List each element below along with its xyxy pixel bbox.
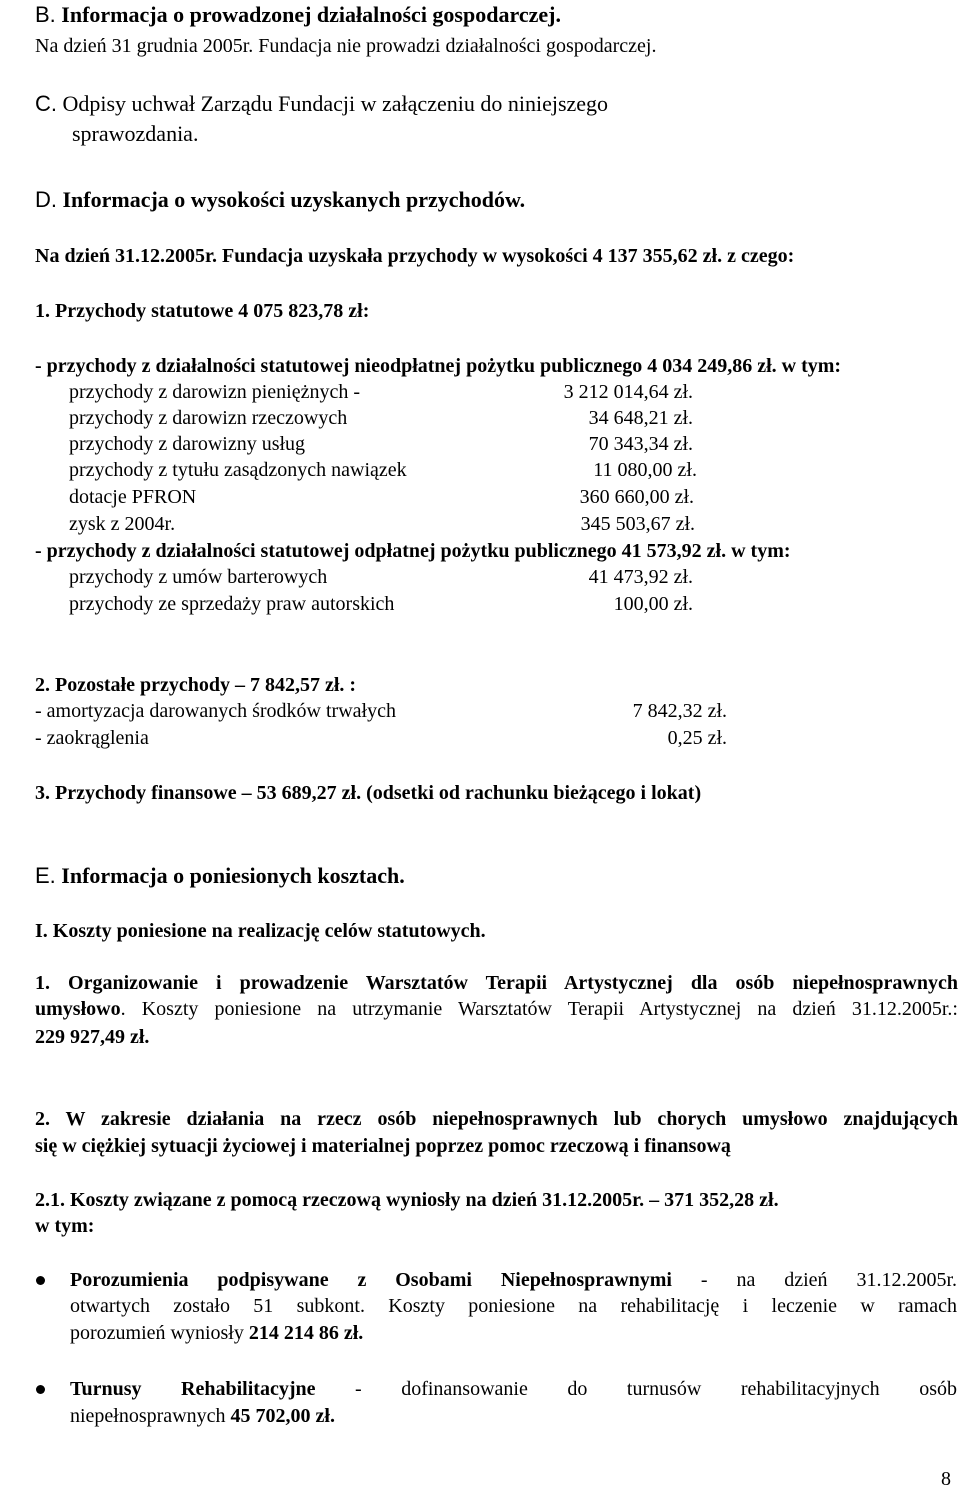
bullet2-line1: [70, 1376, 957, 1403]
statutory-revenue-title: 1. Przychody statutowe 4 075 823,78 zł:: [35, 300, 370, 322]
workshops-paragraph-line2: [35, 996, 958, 1023]
bullet2-line2-text: niepełnosprawnych: [70, 1405, 231, 1427]
unpaid-item-label: przychody z darowizn rzeczowych: [69, 407, 348, 429]
section-e-heading: [35, 862, 405, 889]
unpaid-item-label: przychody z tytułu zasądzonych nawiązek: [69, 459, 407, 481]
statutory-costs-title: I. Koszty poniesione na realizację celów statutowych.: [35, 920, 486, 942]
other-item-label: - amortyzacja darowanych środków trwałych: [35, 700, 396, 722]
unpaid-item-amount: 34 648,21 zł.: [588, 407, 693, 429]
unpaid-item-amount: 3 212 014,64 zł.: [563, 381, 693, 403]
section-b-letter: B.: [35, 2, 56, 27]
paid-item-label: przychody z umów barterowych: [69, 566, 328, 588]
unpaid-item-amount: 345 503,67 zł.: [580, 513, 695, 535]
section-c-title-line2: sprawozdania.: [72, 121, 199, 146]
bullet1-bold: Porozumienia podpisywane z Osobami Niepełnosprawnymi: [70, 1269, 672, 1291]
unpaid-item-label: przychody z darowizn pieniężnych -: [69, 381, 360, 403]
bullet1-line3-text: porozumień wyniosły: [70, 1322, 249, 1344]
section-e-letter: E.: [35, 863, 56, 888]
other-item-amount: 0,25 zł.: [667, 727, 727, 749]
section-c-letter: C.: [35, 91, 57, 116]
bullet2-line2-amount: 45 702,00 zł.: [230, 1405, 335, 1427]
paid-item-label: przychody ze sprzedaży praw autorskich: [69, 593, 395, 615]
other-item-label: - zaokrąglenia: [35, 727, 149, 749]
section-c-title-line1: Odpisy uchwał Zarządu Fundacji w załączeniu do niniejszego: [62, 91, 609, 116]
paid-item-amount: 41 473,92 zł.: [588, 566, 693, 588]
bullet1-line2: otwartych zostało 51 subkont. Koszty poniesione na rehabilitację i leczenie w ramach: [70, 1295, 957, 1317]
section-d-letter: D.: [35, 187, 57, 212]
bullet2-bold: Turnusy Rehabilitacyjne: [70, 1378, 316, 1400]
aid-paragraph-line1: 2. W zakresie działania na rzecz osób niepełnosprawnych lub chorych umysłowo znajdujących: [35, 1108, 958, 1130]
bullet1-rest: - na dzień 31.12.2005r.: [671, 1269, 957, 1291]
material-aid-costs: 2.1. Koszty związane z pomocą rzeczową wyniosły na dzień 31.12.2005r. – 371 352,28 zł.: [35, 1189, 779, 1211]
section-b-heading: [35, 1, 561, 28]
workshops-paragraph-rest: . Koszty poniesione na utrzymanie Warsztatów Terapii Artystycznej na dzień 31.12.2005r.:: [120, 998, 958, 1020]
unpaid-activity-line: - przychody z działalności statutowej nieodpłatnej pożytku publicznego 4 034 249,86 zł. w tym:: [35, 355, 842, 377]
unpaid-item-amount: 360 660,00 zł.: [579, 486, 694, 508]
bullet-icon: [36, 1385, 45, 1394]
page-number: 8: [941, 1468, 951, 1490]
revenue-summary: Na dzień 31.12.2005r. Fundacja uzyskała przychody w wysokości 4 137 355,62 zł. z czego:: [35, 245, 795, 267]
bullet-icon: [36, 1276, 45, 1285]
section-d-heading: [35, 186, 525, 213]
section-e-title: Informacja o poniesionych kosztach.: [61, 863, 405, 888]
section-b-title: Informacja o prowadzonej działalności gospodarczej.: [61, 2, 561, 27]
unpaid-item-label: przychody z darowizny usług: [69, 433, 306, 455]
unpaid-item-amount: 11 080,00 zł.: [593, 459, 697, 481]
section-b-text: Na dzień 31 grudnia 2005r. Fundacja nie prowadzi działalności gospodarczej.: [35, 35, 657, 57]
unpaid-item-label: zysk z 2004r.: [69, 513, 176, 535]
unpaid-item-label: dotacje PFRON: [69, 486, 197, 508]
unpaid-item-amount: 70 343,34 zł.: [588, 433, 693, 455]
bullet2-line2: [70, 1403, 335, 1430]
other-revenue-title: 2. Pozostałe przychody – 7 842,57 zł. :: [35, 674, 357, 696]
bullet1-line3-amount: 214 214 86 zł.: [248, 1322, 364, 1344]
aid-paragraph-line2: się w ciężkiej sytuacji życiowej i materialnej poprzez pomoc rzeczową i finansową: [35, 1135, 731, 1157]
bullet2-rest: - dofinansowanie do turnusów rehabilitacyjnych osób: [315, 1378, 957, 1400]
workshops-paragraph-bold: umysłowo: [35, 998, 121, 1020]
bullet1-line1: [70, 1267, 957, 1294]
workshops-cost-amount: 229 927,49 zł.: [35, 1026, 150, 1048]
section-d-title: Informacja o wysokości uzyskanych przychodów.: [62, 187, 526, 212]
financial-revenue-line: 3. Przychody finansowe – 53 689,27 zł. (odsetki od rachunku bieżącego i lokat): [35, 782, 702, 804]
workshops-paragraph-line1: 1. Organizowanie i prowadzenie Warsztatów Terapii Artystycznej dla osób niepełnosprawnych: [35, 972, 958, 994]
material-aid-wtym: w tym:: [35, 1215, 95, 1237]
bullet1-line3: [70, 1320, 363, 1347]
other-item-amount: 7 842,32 zł.: [632, 700, 727, 722]
paid-item-amount: 100,00 zł.: [613, 593, 693, 615]
section-c-heading: [35, 90, 608, 117]
paid-activity-line: - przychody z działalności statutowej odpłatnej pożytku publicznego 41 573,92 zł. w tym:: [35, 540, 791, 562]
